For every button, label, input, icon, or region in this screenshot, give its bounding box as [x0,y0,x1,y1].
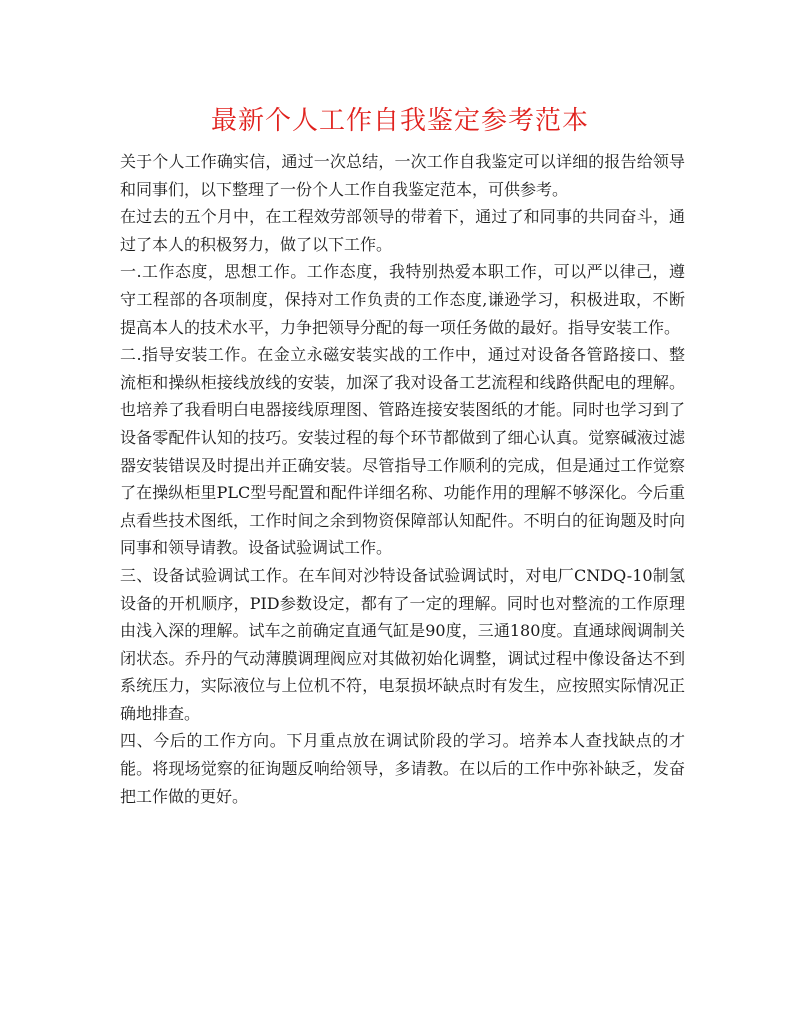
paragraph-work-attitude: 一.工作态度，思想工作。工作态度，我特别热爱本职工作，可以严以律己，遵守工程部的各项制度，保持对工作负责的工作态度,谦逊学习，积极进取，不断提高本人的技术水平，力争把领导分配的每一项任务做的最好。指导安装工作。 [120,262,685,337]
paragraph-installation: 二.指导安装工作。在金立永磁安装实战的工作中，通过对设备各管路接口、整流柜和操纵柜接线放线的安装，加深了我对设备工艺流程和线路供配电的理解。也培养了我看明白电器接线原理图、管路连接安装图纸的才能。同时也学习到了设备零配件认知的技巧。安装过程的每个环节都做到了细心认真。觉察碱液过滤器安装错误及时提出并正确安装。尽管指导工作顺利的完成，但是通过工作觉察了在操纵柜里PLC型号配置和配件详细名称、功能作用的理解不够深化。今后重点看些技术图纸，工作时间之余到物资保障部认知配件。不明白的征询题及时向同事和领导请教。设备试验调试工作。 [120,345,685,558]
document-body [120,148,685,810]
paragraph-commissioning: 三、设备试验调试工作。在车间对沙特设备试验调试时，对电厂CNDQ-10制氢设备的开机顺序，PID参数设定，都有了一定的理解。同时也对整流的工作原理由浅入深的理解。试车之前确定直通气缸是90度，三通180度。直通球阀调制关闭状态。乔丹的气动薄膜调理阀应对其做初始化调整，调试过程中像设备达不到系统压力，实际液位与上位机不符，电泵损坏缺点时有发生，应按照实际情况正确地排查。 [120,565,685,723]
paragraph-intro: 关于个人工作确实信，通过一次总结，一次工作自我鉴定可以详细的报告给领导和同事们，以下整理了一份个人工作自我鉴定范本，可供参考。 [120,152,685,199]
paragraph-future-direction: 四、今后的工作方向。下月重点放在调试阶段的学习。培养本人查找缺点的才能。将现场觉察的征询题反响给领导，多请教。在以后的工作中弥补缺乏，发奋把工作做的更好。 [120,731,685,806]
paragraph-overview: 在过去的五个月中，在工程效劳部领导的带着下，通过了和同事的共同奋斗，通过了本人的积极努力，做了以下工作。 [120,207,685,254]
document-title: 最新个人工作自我鉴定参考范本 [210,106,589,136]
